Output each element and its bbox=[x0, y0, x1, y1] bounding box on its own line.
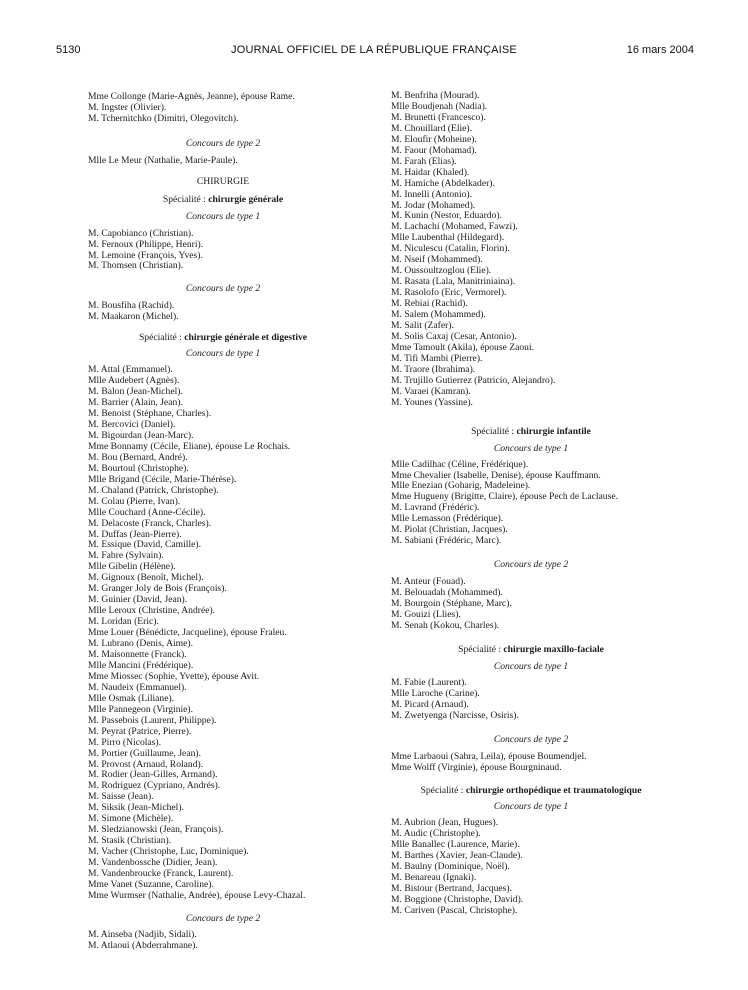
laureate-entry: M. Cariven (Pascal, Christophe). bbox=[391, 905, 518, 916]
concours-heading: Concours de type 1 bbox=[493, 442, 569, 454]
laureate-entry: M. Provost (Arnaud, Roland). bbox=[88, 758, 204, 770]
laureate-entry: M. Varaei (Kamran). bbox=[391, 385, 471, 397]
laureate-entry: M. Tchernitchko (Dimitri, Olegovitch). bbox=[88, 112, 239, 124]
specialty-prefix: Spécialité : bbox=[420, 785, 466, 797]
laureate-entry: Mlle Leroux (Christine, Andrée). bbox=[88, 605, 216, 617]
laureate-entry: M. Rasolofo (Eric, Vermorel). bbox=[391, 287, 507, 299]
laureate-entry: M. Younes (Yassine). bbox=[391, 396, 473, 408]
laureate-entry: M. Faour (Mohamad). bbox=[391, 144, 477, 156]
laureate-entry: Mme Wurmser (Nathalie, Andrée), épouse Levy-Chazal. bbox=[88, 889, 306, 901]
spacer bbox=[88, 125, 358, 139]
laureate-entry: M. Rodriguez (Cypriano, Andrés). bbox=[88, 780, 221, 792]
specialty-name: chirurgie générale et digestive bbox=[184, 332, 308, 344]
laureate-entry: M. Chaland (Patrick, Christophe). bbox=[88, 484, 219, 496]
laureate-entry: M. Vacher (Christophe, Luc, Dominique). bbox=[88, 846, 249, 858]
laureate-entry: Mme Miossec (Sophie, Yvette), épouse Avit. bbox=[88, 670, 260, 682]
laureate-entry: Mlle Pannegeon (Virginie). bbox=[88, 703, 194, 715]
laureate-entry: Mme Chevalier (Isabelle, Denise), épouse Kauffmann. bbox=[391, 469, 601, 481]
laureate-entry: M. Bou (Bernard, André). bbox=[88, 451, 188, 463]
laureate-entry: M. Naudeix (Emmanuel). bbox=[88, 681, 187, 693]
laureate-entry: M. Atlaoui (Abderrahmane). bbox=[88, 939, 198, 951]
specialty-heading bbox=[391, 645, 671, 656]
laureate-entry: Mlle Le Meur (Nathalie, Marie-Paule). bbox=[88, 154, 238, 166]
specialty-name: chirurgie infantile bbox=[516, 425, 591, 437]
publication-date: 16 mars 2004 bbox=[626, 44, 694, 56]
laureate-entry: M. Tifi Mambi (Pierre). bbox=[391, 352, 483, 364]
laureate-entry: M. Aubrion (Jean, Hugues). bbox=[391, 817, 499, 829]
laureate-entry: M. Lubrano (Denis, Aime). bbox=[88, 638, 193, 650]
journal-title: JOURNAL OFFICIEL DE LA RÉPUBLIQUE FRANÇAISE bbox=[231, 44, 517, 56]
laureate-entry: M. Salem (Mohammed). bbox=[391, 309, 486, 321]
laureate-entry: M. Bercovici (Daniel). bbox=[88, 418, 176, 430]
laureate-entry: M. Anteur (Fouad). bbox=[391, 576, 466, 588]
laureate-entry: Mlle Laroche (Carine). bbox=[391, 687, 480, 699]
laureate-entry: M. Solis Caxaj (Cesar, Antonio). bbox=[391, 330, 517, 342]
laureate-entry: M. Piolat (Christian, Jacques). bbox=[391, 524, 508, 536]
laureate-entry: M. Bourgoin (Stéphane, Marc). bbox=[391, 598, 512, 610]
specialty-name: chirurgie maxillo-faciale bbox=[503, 643, 604, 655]
laureate-entry: Mme Vanet (Suzanne, Caroline). bbox=[88, 879, 214, 890]
laureate-entry: M. Barthes (Xavier, Jean-Claude). bbox=[391, 850, 523, 862]
concours-heading: Concours de type 2 bbox=[185, 912, 261, 924]
laureate-entry: M. Fernoux (Philippe, Henri). bbox=[88, 238, 204, 250]
laureate-entry: Mlle Laubenthal (Hildegard). bbox=[391, 232, 505, 244]
laureate-entry: M. Stasik (Christian). bbox=[88, 835, 172, 847]
laureate-entry: M. Ainseba (Nadjib, Sidali). bbox=[88, 928, 197, 940]
spacer bbox=[391, 409, 671, 427]
specialty-heading bbox=[88, 195, 358, 206]
concours-heading: Concours de type 2 bbox=[493, 559, 569, 571]
laureate-entry: M. Pirro (Nicolas). bbox=[88, 736, 162, 748]
laureate-entry: M. Brunetti (Francesco). bbox=[391, 111, 486, 123]
laureate-entry: M. Bistour (Bertrand, Jacques). bbox=[391, 883, 512, 895]
laureate-entry: Mme Tamoult (Akila), épouse Zaoui. bbox=[391, 341, 535, 353]
laureate-entry: M. Bousfiha (Rachid). bbox=[88, 300, 175, 312]
laureate-entry: Mme Louer (Bénédicte, Jacqueline), épouse Fraleu. bbox=[88, 627, 287, 639]
laureate-entry: M. Sabiani (Frédéric, Marc). bbox=[391, 535, 502, 547]
spacer bbox=[391, 722, 671, 735]
laureate-entry: M. Picard (Arnaud). bbox=[391, 698, 469, 710]
concours-heading: Concours de type 2 bbox=[185, 283, 261, 295]
laureate-entry: M. Kunin (Nestor, Eduardo). bbox=[391, 210, 502, 222]
concours-heading: Concours de type 1 bbox=[185, 348, 261, 360]
laureate-entry: M. Niculescu (Catalin, Florin). bbox=[391, 243, 510, 255]
laureate-entry: M. Baulny (Dominique, Noël). bbox=[391, 861, 510, 873]
laureate-entry: M. Maakaron (Michel). bbox=[88, 311, 179, 323]
laureate-entry: Mlle Boudjenah (Nadia). bbox=[391, 100, 488, 112]
section-heading: CHIRURGIE bbox=[196, 175, 250, 187]
laureate-entry: M. Sledzianowski (Jean, François). bbox=[88, 824, 224, 836]
laureate-entry: M. Chouillard (Elie). bbox=[391, 122, 472, 134]
specialty-heading bbox=[391, 427, 671, 438]
laureate-entry: M. Zwetyenga (Narcisse, Osiris). bbox=[391, 709, 519, 721]
laureate-entry: M. Saisse (Jean). bbox=[88, 791, 154, 803]
specialty-prefix: Spécialité : bbox=[458, 643, 504, 655]
specialty-prefix: Spécialité : bbox=[471, 425, 517, 437]
laureate-entry: Mme Bonnamy (Cécile, Eliane), épouse Le Rochais. bbox=[88, 440, 291, 452]
laureate-entry: M. Belouadah (Mohammed). bbox=[391, 587, 503, 599]
laureate-entry: M. Gouizi (Llies). bbox=[391, 608, 461, 620]
left-column bbox=[88, 92, 358, 952]
laureate-entry: M. Fabie (Laurent). bbox=[391, 676, 467, 688]
laureate-entry: M. Lavrand (Frédéric). bbox=[391, 502, 480, 514]
laureate-entry: Mlle Gibelin (Hélène). bbox=[88, 561, 176, 573]
specialty-prefix: Spécialité : bbox=[162, 193, 209, 205]
laureate-entry: M. Senah (Kokou, Charles). bbox=[391, 619, 500, 631]
laureate-entry: M. Hamiche (Abdelkader). bbox=[391, 177, 495, 189]
laureate-entry: M. Attal (Emmanuel). bbox=[88, 364, 173, 376]
laureate-entry: M. Rebiai (Rachid). bbox=[391, 298, 468, 310]
laureate-entry: M. Barrier (Alain, Jean). bbox=[88, 397, 183, 409]
laureate-entry: M. Traore (Ibrahima). bbox=[391, 363, 476, 375]
laureate-entry: M. Granger Joly de Bois (François). bbox=[88, 583, 227, 595]
laureate-entry: Mlle Brigand (Cécile, Marie-Thérèse). bbox=[88, 473, 237, 485]
laureate-entry: M. Essique (David, Camille). bbox=[88, 539, 201, 551]
laureate-entry: M. Lemoine (François, Yves). bbox=[88, 249, 203, 261]
laureate-entry: M. Simone (Michèle). bbox=[88, 813, 174, 825]
laureate-entry: Mlle Audebert (Agnès). bbox=[88, 375, 180, 387]
specialty-heading bbox=[391, 786, 671, 797]
laureate-entry: M. Eloufir (Moheine). bbox=[391, 133, 477, 145]
laureate-entry: M. Duffas (Jean-Pierre). bbox=[88, 528, 182, 540]
laureate-entry: M. Loridan (Eric). bbox=[88, 616, 159, 628]
laureate-entry: M. Vandenbroucke (Franck, Laurent). bbox=[88, 868, 234, 880]
laureate-entry: Mlle Couchard (Anne-Cécile). bbox=[88, 506, 206, 518]
concours-heading: Concours de type 1 bbox=[185, 210, 261, 222]
laureate-entry: Mlle Mancini (Frédérique). bbox=[88, 659, 194, 671]
concours-heading: Concours de type 1 bbox=[493, 660, 569, 672]
laureate-entry: M. Lachachi (Mohamed, Fawzi). bbox=[391, 221, 518, 233]
laureate-entry: Mme Wolff (Virginie), épouse Bourgninaud. bbox=[391, 761, 562, 773]
laureate-entry: M. Boggione (Christophe, David). bbox=[391, 894, 524, 906]
laureate-entry: M. Benoist (Stéphane, Charles). bbox=[88, 408, 212, 420]
laureate-entry: M. Farah (Elias). bbox=[391, 155, 457, 167]
laureate-entry: M. Delacoste (Franck, Charles). bbox=[88, 517, 212, 529]
laureate-entry: M. Oussoultzoglou (Elie). bbox=[391, 265, 492, 277]
laureate-entry: M. Guinier (David, Jean). bbox=[88, 594, 188, 606]
laureate-entry: M. Maisonnette (Franck). bbox=[88, 648, 187, 660]
right-column bbox=[391, 91, 671, 917]
laureate-entry: M. Salit (Zafer). bbox=[391, 320, 454, 332]
concours-heading: Concours de type 1 bbox=[493, 801, 569, 813]
laureate-entry: M. Jodar (Mohamed). bbox=[391, 199, 476, 211]
laureate-entry: Mlle Osmak (Liliane). bbox=[88, 692, 175, 704]
concours-heading: Concours de type 2 bbox=[493, 733, 569, 745]
laureate-entry: M. Capobianco (Christian). bbox=[88, 227, 194, 239]
specialty-name: chirurgie orthopédique et traumatologique bbox=[465, 785, 642, 797]
specialty-name: chirurgie générale bbox=[208, 193, 284, 205]
laureate-entry: M. Bigourdan (Jean-Marc). bbox=[88, 429, 194, 441]
specialty-heading bbox=[88, 333, 358, 344]
laureate-entry: Mme Larbaoui (Sahra, Leila), épouse Boumendjel. bbox=[391, 750, 587, 762]
laureate-entry: M. Trujillo Gutierrez (Patricio, Alejandro). bbox=[391, 374, 556, 386]
laureate-entry: M. Passebois (Laurent, Philippe). bbox=[88, 714, 217, 726]
laureate-entry: M. Rasata (Lala, Manitriniaina). bbox=[391, 276, 516, 288]
laureate-entry: Mlle Banallec (Laurence, Marie). bbox=[391, 839, 520, 851]
concours-heading: Concours de type 2 bbox=[185, 137, 261, 149]
laureate-entry: M. Audic (Christophe). bbox=[391, 828, 481, 840]
laureate-entry: M. Haidar (Khaled). bbox=[391, 166, 470, 178]
laureate-entry: M. Ingster (Olivier). bbox=[88, 101, 167, 113]
laureate-entry: M. Thomsen (Christian). bbox=[88, 260, 184, 272]
laureate-entry: M. Colau (Pierre, Ivan). bbox=[88, 495, 181, 507]
laureate-entry: M. Rodier (Jean-Gilles, Armand). bbox=[88, 769, 218, 781]
laureate-entry: M. Innelli (Antonio). bbox=[391, 188, 473, 200]
laureate-entry: M. Fabre (Sylvain). bbox=[88, 550, 164, 562]
laureate-entry: Mlle Lemasson (Frédérique). bbox=[391, 513, 504, 525]
laureate-entry: M. Siksik (Jean-Michel). bbox=[88, 802, 184, 814]
laureate-entry: M. Bourtoul (Christophe). bbox=[88, 462, 189, 474]
page-header bbox=[0, 44, 748, 58]
laureate-entry: M. Nseif (Mohammed). bbox=[391, 254, 483, 266]
laureate-entry: Mlle Enezian (Goharig, Madeleine). bbox=[391, 480, 531, 492]
laureate-entry: M. Benfriha (Mourad). bbox=[391, 90, 480, 101]
page-number: 5130 bbox=[56, 44, 81, 56]
laureate-entry: M. Peyrat (Patrice, Pierre). bbox=[88, 725, 192, 737]
laureate-entry: M. Portier (Guillaume, Jean). bbox=[88, 747, 201, 759]
laureate-entry: Mme Hugueny (Brigitte, Claire), épouse Pech de Laclause. bbox=[391, 491, 618, 503]
laureate-entry: M. Gignoux (Benoît, Michel). bbox=[88, 572, 204, 584]
laureate-entry: Mlle Cadilhac (Céline, Frédérique). bbox=[391, 458, 529, 470]
laureate-entry: M. Benareau (Ignaki). bbox=[391, 872, 477, 884]
specialty-prefix: Spécialité : bbox=[138, 332, 185, 344]
laureate-entry: M. Vandenbossche (Didier, Jean). bbox=[88, 857, 218, 869]
laureate-entry: M. Balon (Jean-Michel). bbox=[88, 386, 183, 398]
laureate-entry: Mme Collonge (Marie-Agnès, Jeanne), épouse Rame. bbox=[88, 91, 295, 102]
